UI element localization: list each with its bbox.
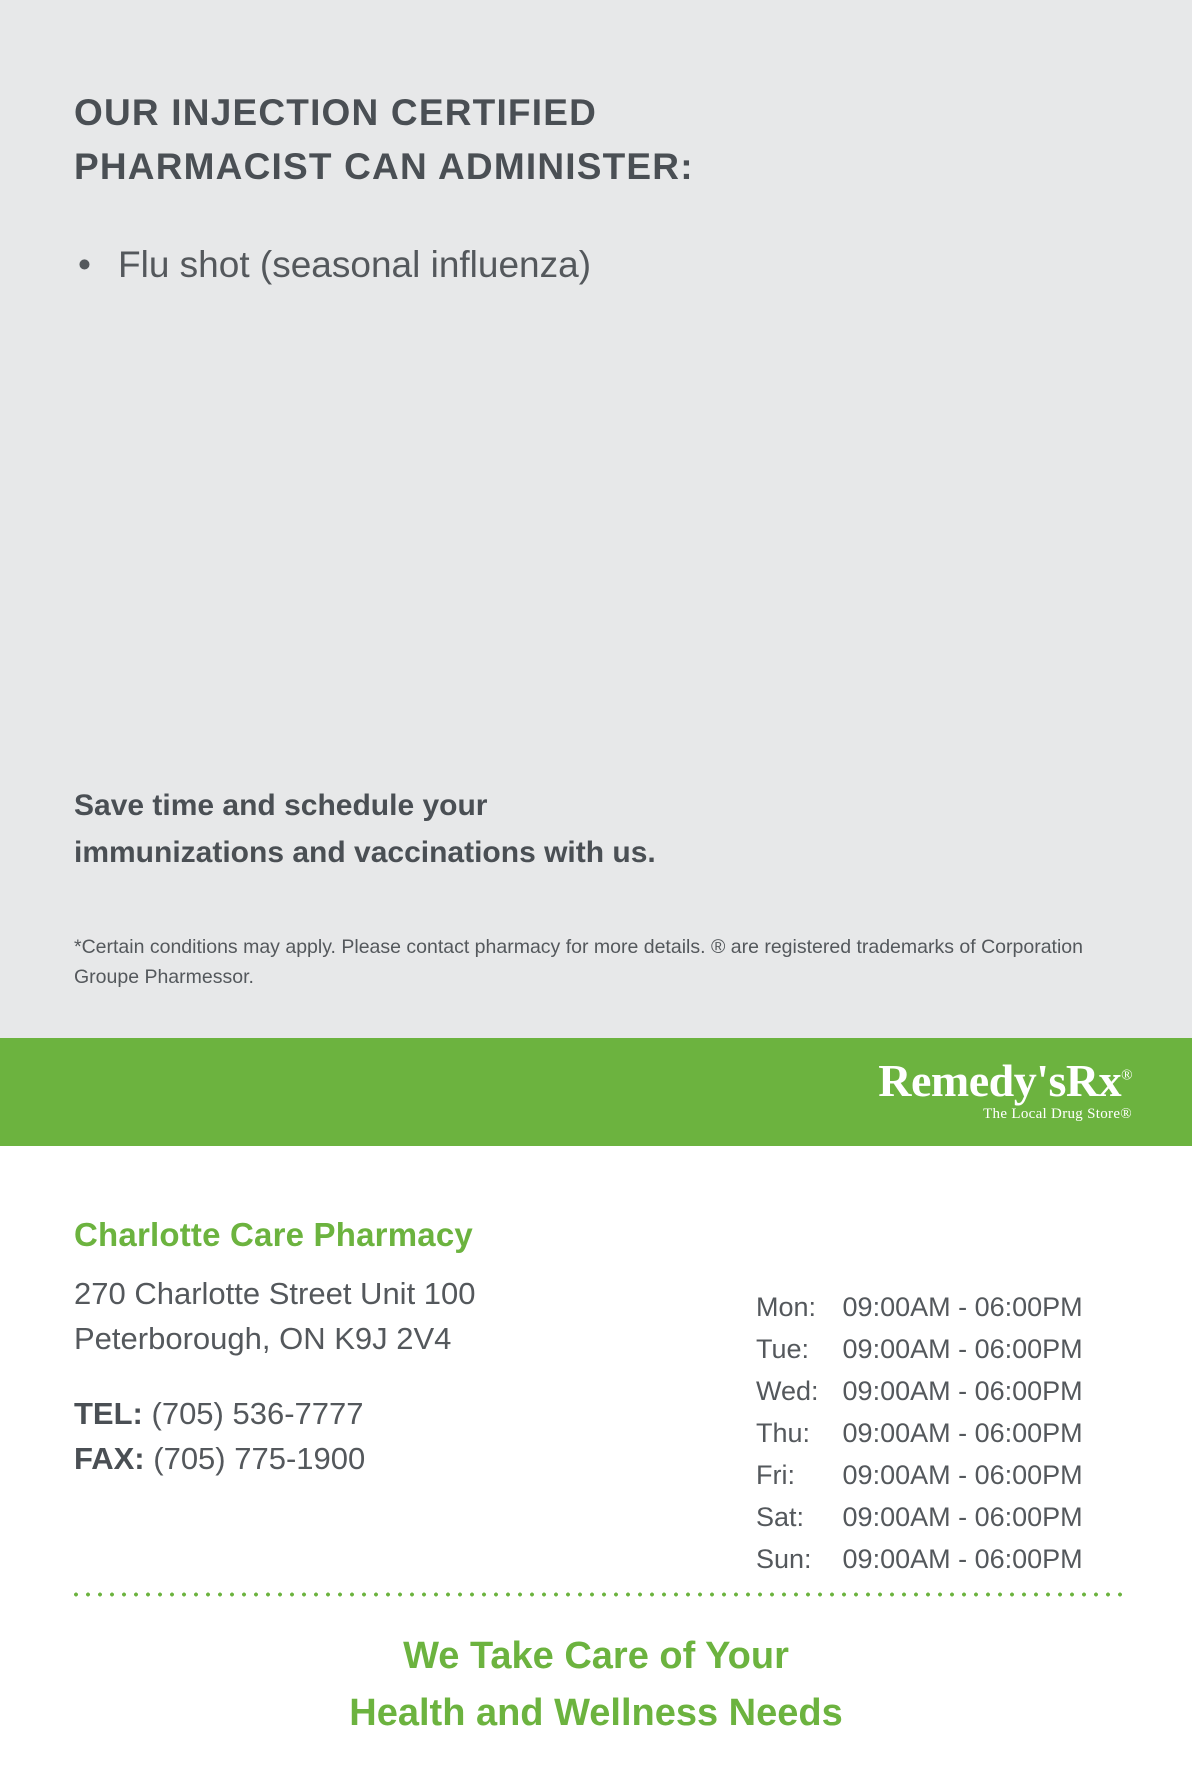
store-address-line-2: Peterborough, ON K9J 2V4 xyxy=(74,1320,452,1356)
store-fax xyxy=(74,1437,365,1482)
store-hours-table xyxy=(756,1292,1083,1586)
save-time-note xyxy=(74,782,934,877)
hours-time: 09:00AM - 06:00PM xyxy=(842,1544,1083,1574)
table-row xyxy=(756,1376,1083,1418)
hours-day: Tue: xyxy=(756,1334,810,1364)
hours-day: Sat: xyxy=(756,1502,805,1532)
table-row xyxy=(756,1418,1083,1460)
store-contact xyxy=(74,1392,365,1482)
hours-day: Sun: xyxy=(756,1544,812,1574)
store-fax-label: FAX: xyxy=(74,1440,145,1476)
table-row xyxy=(756,1502,1083,1544)
save-time-note-line-1: Save time and schedule your xyxy=(74,789,488,822)
store-phone-value: (705) 536-7777 xyxy=(151,1396,364,1431)
list-item xyxy=(74,240,1054,290)
hours-day: Wed: xyxy=(756,1376,819,1406)
service-label: Flu shot (seasonal influenza) xyxy=(118,244,592,285)
table-row xyxy=(756,1334,1083,1376)
footer-tagline-line-1: We Take Care of Your xyxy=(403,1635,789,1677)
brand-tagline: The Local Drug Store® xyxy=(983,1106,1132,1122)
hours-day: Thu: xyxy=(756,1418,811,1448)
hours-time: 09:00AM - 06:00PM xyxy=(842,1502,1083,1532)
store-address-line-1: 270 Charlotte Street Unit 100 xyxy=(74,1276,476,1311)
registered-mark-icon: ® xyxy=(1121,1067,1132,1084)
hours-time: 09:00AM - 06:00PM xyxy=(842,1376,1083,1406)
table-row xyxy=(756,1292,1083,1334)
store-phone[interactable] xyxy=(74,1392,365,1437)
store-phone-label: TEL: xyxy=(74,1396,143,1431)
hours-time: 09:00AM - 06:00PM xyxy=(842,1460,1083,1490)
page-title xyxy=(74,86,974,193)
hours-day: Mon: xyxy=(756,1292,817,1322)
store-name: Charlotte Care Pharmacy xyxy=(74,1216,473,1253)
table-row xyxy=(756,1544,1083,1586)
store-address xyxy=(74,1272,476,1362)
divider xyxy=(70,1592,1122,1597)
bullet-icon: • xyxy=(78,244,91,285)
brand-band xyxy=(0,1038,1192,1146)
page-title-line-1: OUR INJECTION CERTIFIED xyxy=(74,92,598,133)
hours-time: 09:00AM - 06:00PM xyxy=(842,1292,1083,1322)
footer-tagline-line-2: Health and Wellness Needs xyxy=(349,1692,843,1734)
brand-name-text: Remedy'sRx xyxy=(878,1055,1122,1106)
hours-day: Fri: xyxy=(756,1460,795,1490)
disclaimer-text: *Certain conditions may apply. Please contact pharmacy for more details. ® are registered trademarks of Corporation Groupe Pharmessor. xyxy=(74,936,1083,989)
footer-tagline xyxy=(0,1628,1192,1742)
brand-name xyxy=(878,1055,1132,1106)
store-fax-value: (705) 775-1900 xyxy=(153,1440,366,1476)
brand-logo xyxy=(878,1055,1132,1123)
page-title-line-2: PHARMACIST CAN ADMINISTER: xyxy=(74,145,694,187)
hours-time: 09:00AM - 06:00PM xyxy=(842,1334,1083,1364)
table-row xyxy=(756,1460,1083,1502)
services-list xyxy=(74,240,1054,290)
save-time-note-line-2: immunizations and vaccinations with us. xyxy=(74,836,656,870)
hours-time: 09:00AM - 06:00PM xyxy=(842,1418,1083,1448)
